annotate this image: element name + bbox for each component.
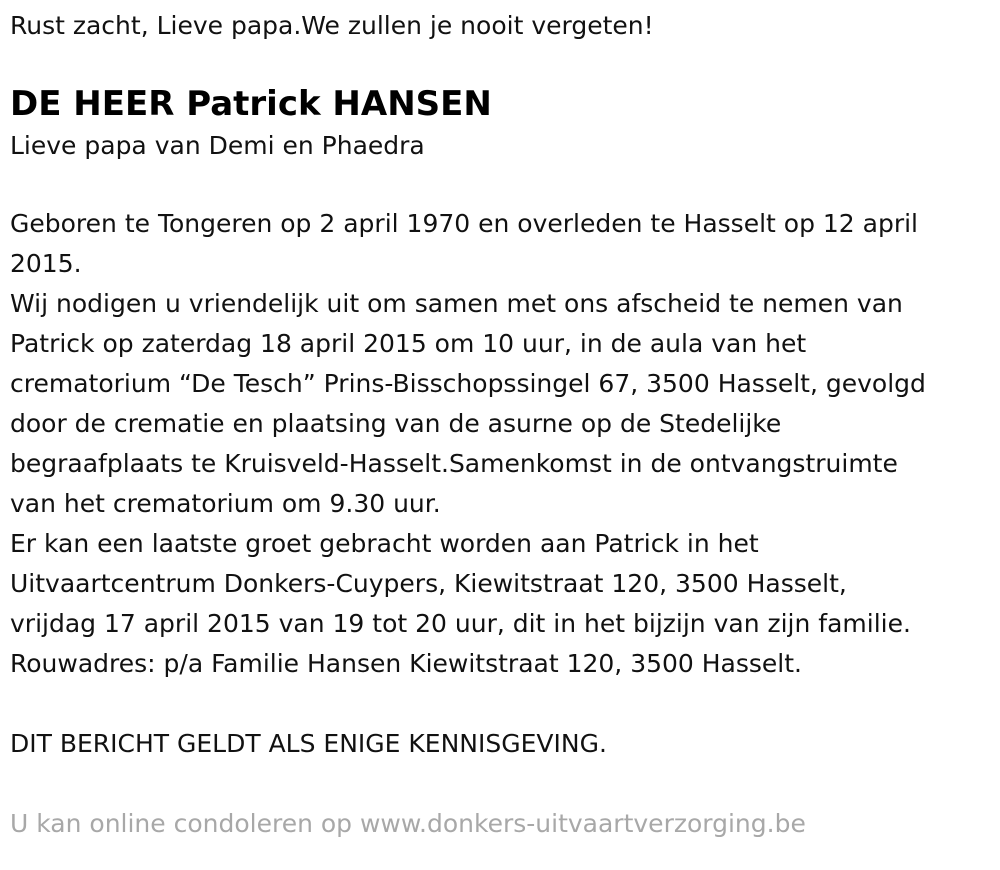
body-line: begraafplaats te Kruisveld-Hasselt.Samenkomst in de ontvangstruimte [10,449,898,478]
official-notice: DIT BERICHT GELDT ALS ENIGE KENNISGEVING. [10,729,607,758]
body-line: Rouwadres: p/a Familie Hansen Kiewitstraat 120, 3500 Hasselt. [10,649,803,678]
body-line: 2015. [10,249,82,278]
body-line: Er kan een laatste groet gebracht worden aan Patrick in het [10,529,759,558]
body-line: Uitvaartcentrum Donkers-Cuypers, Kiewitstraat 120, 3500 Hasselt, [10,569,847,598]
body-line: crematorium “De Tesch” Prins-Bisschopssingel 67, 3500 Hasselt, gevolgd [10,369,926,398]
obituary-page [10,6,985,844]
body-line: Patrick op zaterdag 18 april 2015 om 10 uur, in de aula van het [10,329,807,358]
body-line: vrijdag 17 april 2015 van 19 tot 20 uur, dit in het bijzijn van zijn familie. [10,609,911,638]
intro-text: Rust zacht, Lieve papa.We zullen je nooit vergeten! [10,11,654,40]
subtitle-text: Lieve papa van Demi en Phaedra [10,131,425,160]
body-line: Wij nodigen u vriendelijk uit om samen met ons afscheid te nemen van [10,289,903,318]
deceased-name: DE HEER Patrick HANSEN [10,84,492,124]
obituary-body [10,204,985,684]
body-line: door de crematie en plaatsing van de asurne op de Stedelijke [10,409,782,438]
online-condolence-text: U kan online condoleren op www.donkers-uitvaartverzorging.be [10,809,806,838]
body-line: Geboren te Tongeren op 2 april 1970 en overleden te Hasselt op 12 april [10,209,918,238]
body-line: van het crematorium om 9.30 uur. [10,489,441,518]
